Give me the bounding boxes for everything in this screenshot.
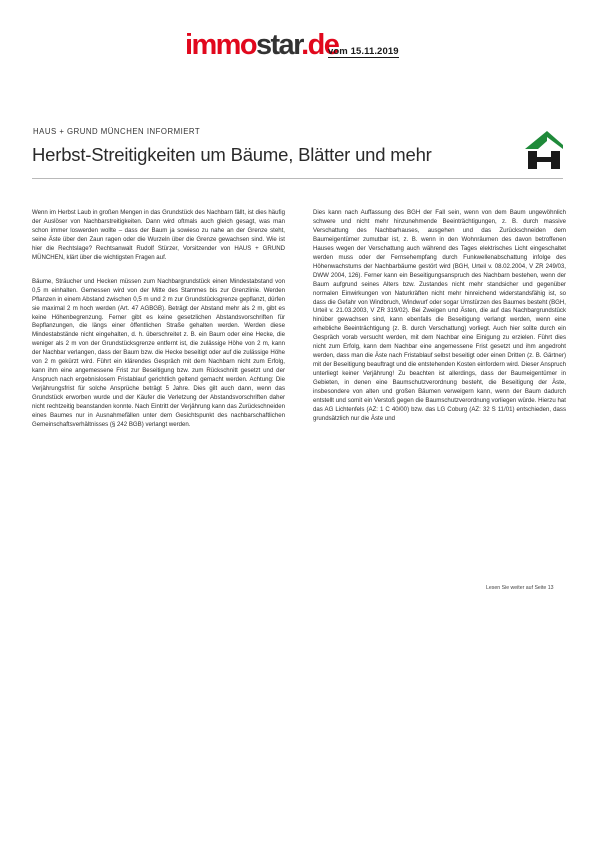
logo-house-right — [551, 151, 560, 169]
immostar-logo: immostar.de — [185, 29, 339, 61]
article-kicker: HAUS + GRUND MÜNCHEN INFORMIERT — [33, 127, 201, 136]
intro-paragraph: Wenn im Herbst Laub in großen Mengen in das Grundstück des Nachbarn fällt, ist dies häufig der Auslöser von Nachbarstreitigkeiten. Dann wird oftmals auch gleich gesagt, was man schon immer loswerden wollte – dass der Baum ja sowieso zu nahe an der Grenze steht, seine Äste über den Zaun ragen oder die Wurzeln über die Grenze gewachsen sind. Wie ist hier die Rechtslage? Rechtsanwalt Rudolf Stürzer, Vorsitzender von HAUS + GRUND MÜNCHEN, klärt über die wichtigsten Fragen auf. — [32, 209, 285, 261]
haus-und-grund-logo — [524, 130, 564, 170]
title-rule — [32, 178, 563, 179]
body-paragraph: Dies kann nach Auffassung des BGH der Fall sein, wenn von dem Baum ungewöhnlich schwere und nicht mehr hinzunehmende Beeinträchtigungen, z. B. durch massive Verschattung des Nachbarhauses, ausgehen und das Zurückschneiden dem Baumeigentümer zumutbar ist, z. B. wenn in den Wohnräumen des davon betroffenen Hauses wegen der Verschattung auch während des Tages elektrisches Licht eingeschaltet werden muss oder der Fernsehempfang durch Funkwellenabschattung infolge des Höhenwachstums der Nachbarbäume gestört wird (BGH, Urteil v. 08.02.2004, V ZR 249/03, DWW 2004, 126). Ferner kann ein Beseitigungsanspruch des Nachbarn bestehen, wenn der Baum aufgrund seines Alters bzw. Zustandes nicht mehr standsicher und gegenüber normalen Einwirkungen von Naturkräften nicht mehr hinreichend widerstandsfähig ist, so dass die Gefahr von Windbruch, Windwurf oder sogar Umstürzen des Baumes besteht (BGH, Urteil v. 21.03.2003, V ZR 319/02). Bei Zweigen und Ästen, die auf das Nachbargrundstück hinüber gewachsen sind, kann ebenfalls die Beseitigung verlangt werden, wenn eine erhebliche Beeinträchtigung (z. B. durch Verschattung) vorliegt. Auch hier sollte durch ein Gespräch vorab versucht werden, mit dem Nachbar eine Einigung zu erzielen. Führt dies nicht zum Erfolg, kann dem Nachbar eine angemessene Frist gesetzt und ihm angedroht werden, dass man die Äste nach Fristablauf selbst beseitigt oder einen Dritten (z. B. Gärtner) mit der Beseitigung beauftragt und die entstehenden Kosten einfordern wird. Dieser Anspruch unterliegt keiner Verjährung! Zu beachten ist allerdings, dass der Baumeigentümer in Gebieten, in denen eine Baumschutzverordnung besteht, die Beseitigung der Äste, insbesondere von alten und großen Bäumen verweigern kann, wenn der Baum dadurch entstellt und somit ein Verstoß gegen die Baumschutzverordnung vorliegen würde. Hierzu hat das AG Lichtenfels (AZ: 1 C 40/00) bzw. das LG Coburg (AZ: 32 S 11/01) entschieden, dass grundsätzlich nur die Äste und — [313, 209, 566, 422]
logo-roof-right — [547, 131, 563, 149]
logo-house-bar — [537, 157, 551, 162]
right-column — [313, 209, 566, 424]
article-title: Herbst-Streitigkeiten um Bäume, Blätter und mehr — [32, 144, 432, 165]
body-paragraph: Bäume, Sträucher und Hecken müssen zum Nachbargrundstück einen Mindestabstand von 0,5 m einhalten. Gemessen wird von der Mitte des Stammes bis zur Grenzlinie. Werden Pflanzen in einem Abstand zwischen 0,5 m und 2 m zur Grundstücksgrenze gepflanzt, dürfen sie maximal 2 m hoch werden (Art. 47 AGBGB). Beträgt der Abstand mehr als 2 m, gibt es keine Höhenbegrenzung. Ferner gibt es keine gesetzlichen Abstandsvorschriften für Bepflanzungen, die längs einer öffentlichen Straße gehalten werden. Werden diese Mindestabstände nicht eingehalten, d. h. überschreitet z. B. ein Baum oder eine Hecke, die weniger als 2 m von der Grundstücksgrenze entfernt ist, die zulässige Höhe von 2 m, kann der Nachbar verlangen, dass der Baum bzw. die Hecke beseitigt oder auf die zulässige Höhe von 2 m gekürzt wird. Führt ein klärendes Gespräch mit dem Nachbarn nicht zum Erfolg, kann ihm eine angemessene Frist zur Beseitigung bzw. zum Rückschnitt gesetzt und der Anspruch nach ergebnislosem Fristablauf gerichtlich geltend gemacht werden. Achtung: Die Verjährungsfrist für solche Ansprüche beträgt 5 Jahre. Dies gilt auch dann, wenn das Grundstück erworben wurde und der Käufer die Verletzung der Abstandsvorschriften daher nicht rechtzeitig beanstanden konnte. Nach Eintritt der Verjährung kann das Zurückschneiden eines Baumes nur in Ausnahmefällen unter dem Gesichtspunkt des nachbarschaftlichen Gemeinschaftsverhältnisses (§ 242 BGB) verlangt werden. — [32, 277, 285, 428]
publication-date: vom 15.11.2019 — [328, 46, 399, 57]
logo-house-left — [528, 151, 537, 169]
left-column — [32, 209, 285, 430]
continued-note: Lesen Sie weiter auf Seite 13 — [486, 585, 554, 591]
logo-roof — [525, 131, 547, 149]
